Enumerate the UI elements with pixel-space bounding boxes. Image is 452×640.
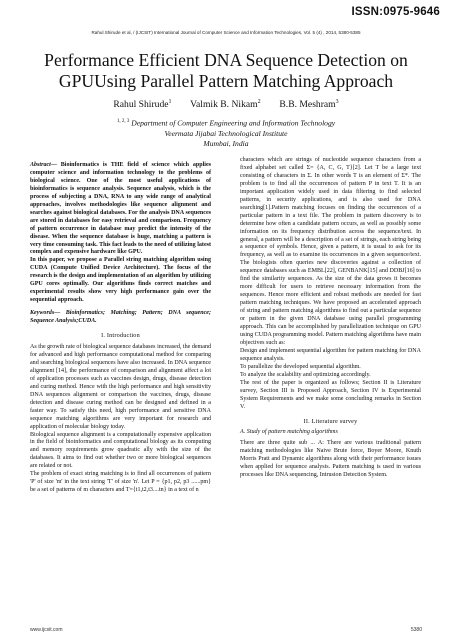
author-list (30, 99, 422, 110)
author-name: Valmik B. Nikam (190, 99, 258, 111)
abstract (30, 162, 211, 257)
body-paragraph-1: characters which are strings of nucleotide sequence characters from a fixed alphabet set called Σ= {A, C, G, T}[2]. Let T be a large text consisting of characters in Σ. In other words T is an element of Σ*. The problem is to find all the occurrences of pattern P in text T. It is an important application widely used in data filtering to find selected patterns, in security applications, and is also used for DNA searching[1].Pattern matching focuses on finding the occurrences of a particular pattern in a text file. The problem in pattern discovery is to determine how often a candidate pattern occurs, as well as possibly some information on its frequency distribution across the sequence/text. In general, a pattern will be a description of a set of strings, each string being a sequence of symbols. Hence, given a pattern, it is usual to ask for its frequency, as well as to examine its occurrences in a given sequence/text. The biologists often queries new discoveries against a collection of sequence databases such as EMBL[22], GENBANK[15] and DDBJ[16] to find the similarity sequences. As the size of the data grows it becomes more difficult for users to retrieve necessary information from the sequences. Hence more efficient and robust methods are needed for fast pattern matching techniques. We have proposed an accelerated approach of string and pattern matching algorithms to find out a particular sequence or pattern in the given DNA database using parallel programming approach. This can be accomplished by parallelization technique on GPU using CUDA programming model. Pattern matching algorithms have main objectives such as: (240, 157, 421, 346)
affil-dept: Department of Computer Engineering and Information Technology (131, 118, 336, 128)
keywords: Keywords— Bioinformatics; Matching; Pattern; DNA sequence; Sequence Analysis;CUDA. (30, 310, 211, 325)
literature-paragraph: There are three quite sub ... A: There are various traditional pattern matching methodologies like Naive Brute force, Boyer Moore, Knuth Morris Pratt and Dynamic algorithms along with their performance issues when applied for sequence analysis. Pattern matching is used in various processes like DNA sequencing, Intrusion Detection System. (240, 440, 421, 479)
left-column (30, 162, 211, 495)
objective-1: Design and implement sequential algorithm for pattern matching for DNA sequence analysis. (240, 347, 421, 362)
author-name: B.B. Meshram (279, 99, 336, 111)
issn-bar (0, 0, 452, 26)
section-heading-introduction: I. Introduction (101, 332, 140, 340)
author-sup: 1 (168, 99, 172, 105)
issn-label: ISSN:0975-9646 (351, 6, 440, 18)
abstract-body: Bioinformatics is THE field of science which applies computer science and information technology to the problems of biological science. One of the most useful applications of bioinformatics is sequence analysis. Sequence analysis, which is the process of subjecting a DNA, RNA to any wide range of analytical approaches, involves methodologies like sequence alignment and searches against biological databases. For the analysis DNA sequences are stored in databases for easy retrieval and comparison. Frequency of pattern occurrence in database may predict the intensity of the disease. When the sequence database is huge, matching a pattern is very time consuming task. This fact leads to the need of utilizing latest complex and expensive hardware like GPU. (30, 162, 211, 256)
intro-paragraph-2: Biological sequence alignment is a computationally expensive application in the field of bioinformatics and computational biology as its computing and memory requirements grow quadratic ally with the size of the databases. It aims to find out whether two or more biological sequences are related or not. (30, 431, 211, 470)
page-number: 5380 (410, 627, 422, 633)
objective-2: To parallelize the developed sequential algorithm. (240, 363, 361, 370)
footer-url: www.ijcsit.com (30, 627, 63, 633)
author-name: Rahul Shirude (113, 99, 169, 111)
abstract-lead: Abstract— (30, 162, 57, 168)
affiliation (30, 117, 422, 149)
section-heading-literature-survey: II. Literature survey (303, 417, 358, 425)
running-head: Rahul Shirude et al, / (IJCSIT) International Journal of Computer Science and Information Technologies, Vol. 5 (4) , 2014, 5380-5385 (91, 30, 361, 35)
abstract-paragraph-2: In this paper, we propose a Parallel string matching algorithm using CUDA (Compute Unified Device Architecture). The focus of the research is the design and implementation of an algorithm by utilizing GPU cores optimally. Our algorithms finds correct matches and experimental results show very high performance gain over the sequential approach. (30, 257, 211, 304)
intro-paragraph-3: The problem of exact string matching is to find all occurrences of pattern 'P' of size 'm' in the text string 'T' of size 'n'. Let P = {p1, p2, p3 ......pm} be a set of patterns of m characters and T={t1,t2,t3....tn} in a text of n (30, 471, 211, 494)
affil-institute: Veermata Jijabai Technological Institute (164, 128, 288, 138)
author-sup: 2 (257, 99, 261, 105)
paper-title (30, 50, 422, 92)
organization-paragraph: The rest of the paper is organized as follows; Section II is Literature survey, Section III is Proposed Approach, Section IV is Experimental System Requirements and we make some concluding remarks in Section V. (240, 379, 421, 410)
affil-city: Mumbai, India (203, 138, 249, 148)
subsection-heading: A. Study of pattern matching algorithms (240, 429, 338, 436)
intro-paragraph-1: As the growth rate of biological sequence databases increased, the demand for advanced and high performance computational method for comparing and searching biological sequences have also increased. In DNA sequence alignment [14], the performance of comparison and alignment affect a lot of application processes such as vaccines design, drugs, disease detection and curing method. Hence with the high performance and high sensitivity DNA sequences alignment or comparison the vaccines, drugs, disease detection and disease curing method can be designed and defined in a faster way. To satisfy this need, high performance and sensitive DNA sequence matching algorithms are very important for research and application of molecular biology today. (30, 344, 211, 430)
right-column (240, 157, 421, 480)
affil-sup: 1, 2, 3 (116, 119, 130, 124)
title-line-1: Performance Efficient DNA Sequence Detection on (44, 50, 408, 70)
objective-3: To analyze the scalability and optimizing accordingly. (240, 371, 371, 378)
title-line-2: GPUUsing Parallel Pattern Matching Approach (58, 71, 394, 91)
author-sup: 3 (335, 99, 339, 105)
